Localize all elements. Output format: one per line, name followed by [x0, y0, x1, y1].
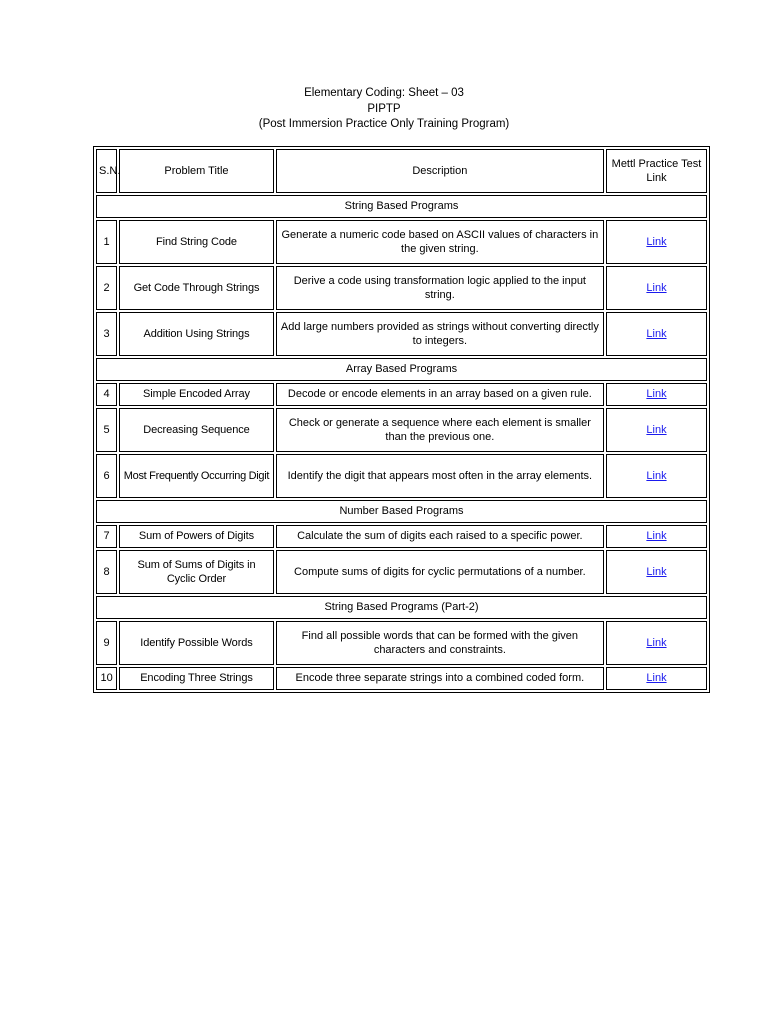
- program-full-name: (Post Immersion Practice Only Training Program): [258, 118, 510, 130]
- row-title: Most Frequently Occurring Digit: [119, 454, 274, 498]
- row-description: Find all possible words that can be formed with the given characters and constraints.: [276, 621, 604, 665]
- section-row: [96, 500, 707, 523]
- table-row: [96, 621, 707, 665]
- row-title: Simple Encoded Array: [119, 383, 274, 406]
- section-title: String Based Programs: [96, 195, 707, 218]
- row-title: Sum of Powers of Digits: [119, 525, 274, 548]
- row-title: Encoding Three Strings: [119, 667, 274, 690]
- row-sn: 8: [96, 550, 117, 594]
- row-title: Identify Possible Words: [119, 621, 274, 665]
- row-title: Decreasing Sequence: [119, 408, 274, 452]
- column-header-title: Problem Title: [119, 149, 274, 193]
- column-header-link: Mettl Practice Test Link: [606, 149, 707, 193]
- row-description: Identify the digit that appears most often in the array elements.: [276, 454, 604, 498]
- document-header: [0, 86, 768, 133]
- problems-table: [93, 146, 710, 693]
- practice-test-link[interactable]: Link: [646, 327, 667, 340]
- row-title: Find String Code: [119, 220, 274, 264]
- practice-test-link[interactable]: Link: [646, 423, 667, 436]
- practice-test-link[interactable]: Link: [646, 235, 667, 248]
- row-description: Decode or encode elements in an array based on a given rule.: [276, 383, 604, 406]
- section-title: Array Based Programs: [96, 358, 707, 381]
- column-header-sn: S.N.: [96, 149, 117, 193]
- program-acronym: PIPTP: [367, 102, 401, 115]
- row-description: Compute sums of digits for cyclic permutations of a number.: [276, 550, 604, 594]
- table-row: [96, 383, 707, 406]
- row-description: Derive a code using transformation logic applied to the input string.: [276, 266, 604, 310]
- practice-test-link[interactable]: Link: [646, 281, 667, 294]
- column-header-description: Description: [276, 149, 604, 193]
- table-row: [96, 454, 707, 498]
- table-row: [96, 220, 707, 264]
- practice-test-link[interactable]: Link: [646, 469, 667, 482]
- row-sn: 7: [96, 525, 117, 548]
- practice-test-link[interactable]: Link: [646, 530, 667, 543]
- row-description: Check or generate a sequence where each element is smaller than the previous one.: [276, 408, 604, 452]
- row-description: Generate a numeric code based on ASCII values of characters in the given string.: [276, 220, 604, 264]
- table-row: [96, 266, 707, 310]
- practice-test-link[interactable]: Link: [646, 672, 667, 685]
- table-row: [96, 667, 707, 690]
- row-description: Add large numbers provided as strings without converting directly to integers.: [276, 312, 604, 356]
- row-title: Sum of Sums of Digits in Cyclic Order: [119, 550, 274, 594]
- row-title: Get Code Through Strings: [119, 266, 274, 310]
- row-sn: 2: [96, 266, 117, 310]
- section-title: String Based Programs (Part-2): [96, 596, 707, 619]
- sheet-title: Elementary Coding: Sheet – 03: [304, 87, 464, 99]
- table-row: [96, 550, 707, 594]
- row-sn: 3: [96, 312, 117, 356]
- table-row: [96, 408, 707, 452]
- row-sn: 10: [96, 667, 117, 690]
- row-title: Addition Using Strings: [119, 312, 274, 356]
- table-header-row: [96, 149, 707, 193]
- practice-test-link[interactable]: Link: [646, 636, 667, 649]
- table-row: [96, 525, 707, 548]
- section-row: [96, 358, 707, 381]
- row-sn: 1: [96, 220, 117, 264]
- practice-test-link[interactable]: Link: [646, 388, 667, 401]
- row-sn: 6: [96, 454, 117, 498]
- row-sn: 9: [96, 621, 117, 665]
- table-row: [96, 312, 707, 356]
- row-sn: 5: [96, 408, 117, 452]
- section-title: Number Based Programs: [96, 500, 707, 523]
- row-description: Calculate the sum of digits each raised to a specific power.: [276, 525, 604, 548]
- row-description: Encode three separate strings into a combined coded form.: [276, 667, 604, 690]
- practice-test-link[interactable]: Link: [646, 565, 667, 578]
- section-row: [96, 195, 707, 218]
- row-sn: 4: [96, 383, 117, 406]
- section-row: [96, 596, 707, 619]
